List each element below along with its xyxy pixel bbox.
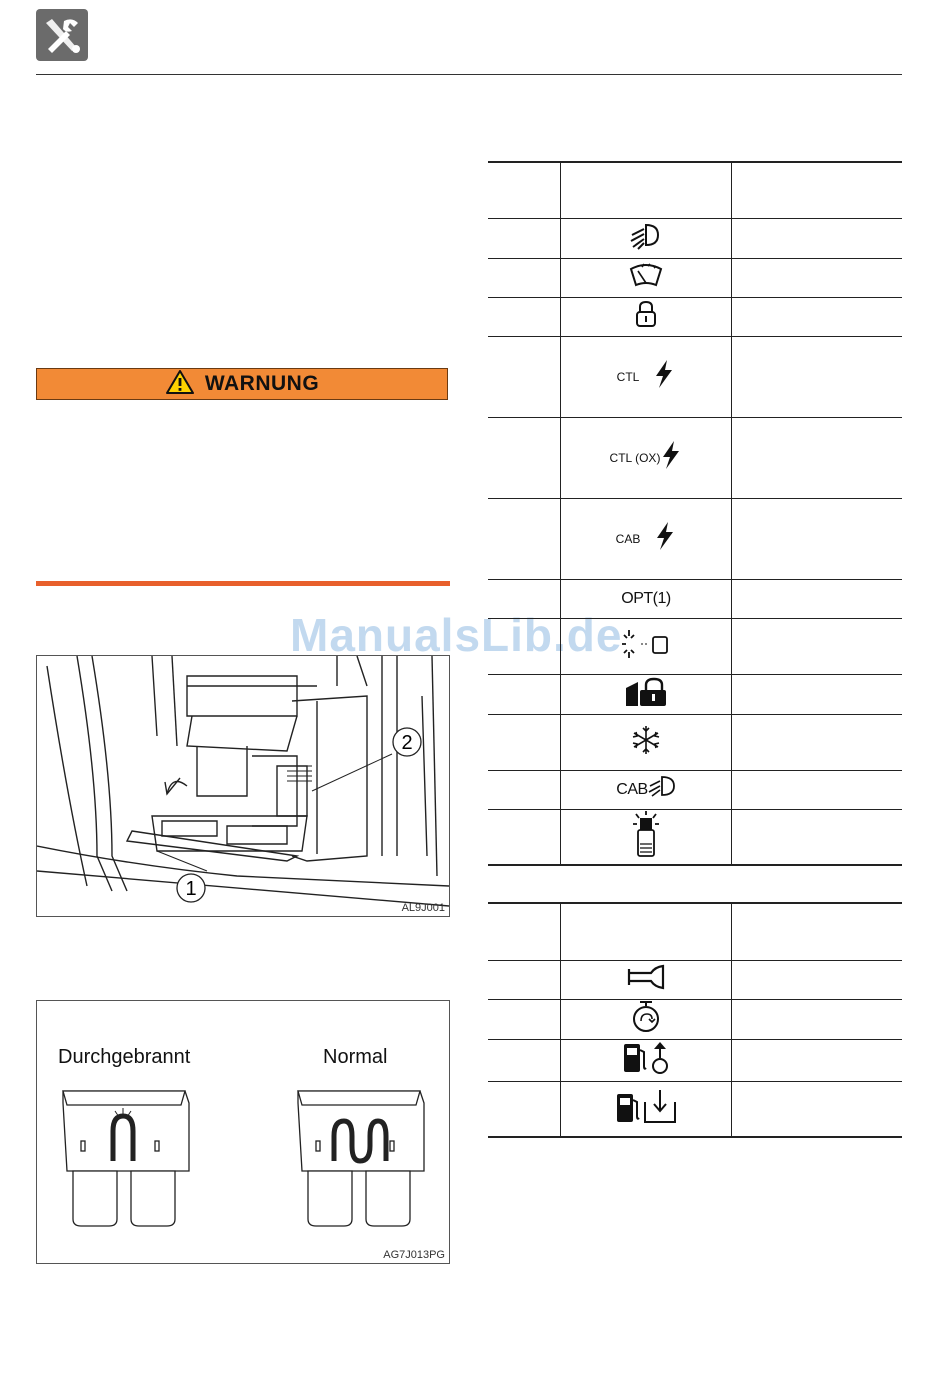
fuse-label: CAB [616,780,648,798]
figure-code: AG7J013PG [383,1249,445,1261]
table-row [488,417,902,498]
lightning-icon [653,359,675,394]
table-row [488,336,902,417]
table-row [488,258,902,297]
normal-fuse-icon [292,1081,432,1231]
table-row [488,1081,902,1137]
fuse-blown-label: Durchgebrannt [58,1046,191,1068]
header-rule [36,74,902,75]
heater-cab-icon [621,626,671,662]
table-row [488,714,902,770]
warning-banner [36,368,448,400]
table-row [488,1039,902,1081]
fuse-comparison-figure [36,1000,450,1264]
table-row [488,218,902,258]
table-row [488,674,902,714]
windshield-wiper-icon [628,261,664,289]
lock-icon [634,299,658,329]
cab-light-icon [648,775,676,804]
fuse-normal-label: Normal [323,1046,388,1068]
fuse-label: CTL (OX) [609,450,661,465]
warning-triangle-icon [165,369,195,400]
tools-logo-icon [36,9,88,61]
table-row [488,770,902,809]
callout-2: 2 [401,732,413,754]
engine-start-icon [631,1000,661,1034]
fuse-table-1 [488,161,902,866]
table-row [488,809,902,865]
lightning-icon [654,521,676,556]
fuse-label: CAB [615,531,641,546]
horn-icon [625,963,667,991]
beacon-light-icon [630,810,662,858]
callout-1: 1 [185,878,197,900]
table-row [488,999,902,1039]
table-row [488,618,902,674]
section-divider [36,581,450,586]
blown-fuse-icon [57,1081,197,1231]
warning-label: WARNUNG [204,372,320,395]
figure-code: AL9J001 [401,902,445,914]
table-row [488,960,902,999]
fuse-table-2 [488,902,902,1138]
fuse-box-location-figure [36,655,450,917]
fuse-label: OPT(1) [621,589,671,607]
fuse-label: CTL [616,369,640,384]
table-row [488,579,902,618]
watermark: ManualsLib.de [290,609,623,661]
air-conditioner-icon [630,724,662,756]
fuel-pump-icon [622,1040,670,1076]
work-light-icon [628,221,664,251]
fuel-refill-icon [615,1088,677,1124]
lightning-icon [660,440,682,475]
table-row [488,498,902,579]
door-lock-icon [624,676,668,708]
table-row [488,297,902,336]
